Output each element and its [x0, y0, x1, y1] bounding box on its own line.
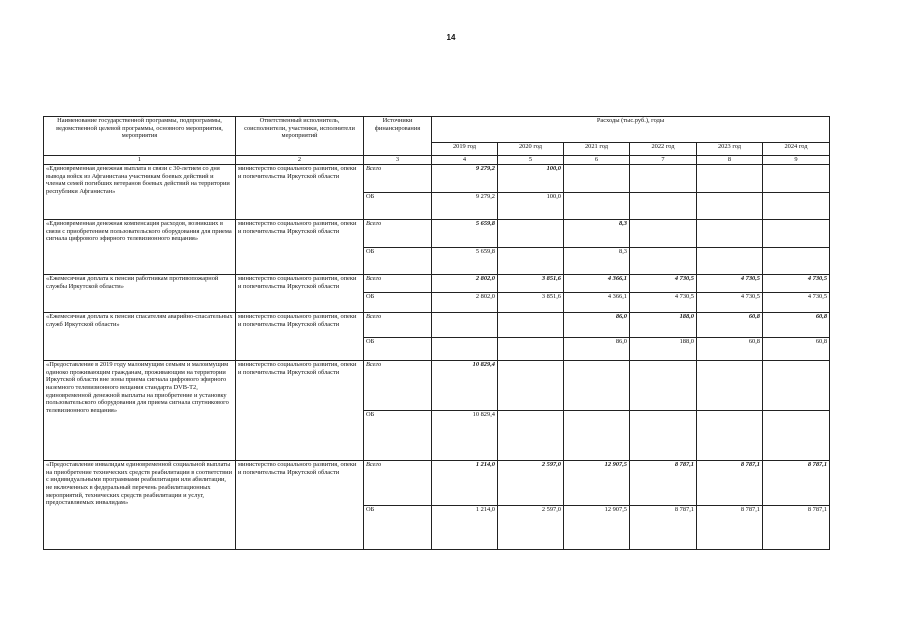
measure-name: «Единовременная денежная выплата в связи с 30-летием со дня вывода войск из Афганистана участникам боевых действий и членам семей погибших ветеранов боевых действий на территории республики Афганистан»	[44, 165, 236, 220]
expense-ob: 4 730,5	[763, 293, 830, 313]
expense-total: 5 659,8	[432, 220, 498, 248]
header-year: 2019 год	[432, 143, 498, 156]
table-body	[44, 165, 830, 550]
expense-ob: 8 787,1	[697, 506, 763, 550]
header-expenses: Расходы (тыс.руб.), годы	[432, 117, 830, 143]
expense-total	[697, 361, 763, 411]
expense-total	[763, 361, 830, 411]
source-total: Всего	[364, 165, 432, 193]
source-ob: ОБ	[364, 193, 432, 220]
expense-ob	[763, 248, 830, 275]
expense-ob	[630, 248, 697, 275]
expense-ob	[432, 338, 498, 361]
executor: министерство социального развития, опеки и попечительства Иркутской области	[236, 361, 364, 461]
expense-ob: 10 829,4	[432, 411, 498, 461]
table-row	[44, 220, 830, 248]
expense-total	[498, 220, 564, 248]
source-total: Всего	[364, 220, 432, 248]
expense-ob: 8,3	[564, 248, 630, 275]
expense-total	[498, 361, 564, 411]
measure-name: «Предоставление в 2019 году малоимущим семьям и малоимущим одиноко проживающим гражданам, проживающим на территории Иркутской области вне зоны приема сигнала цифрового эфирного наземного телевизионного вещания стандарта DVB-T2, единовременной денежной выплаты на приобретение и установку пользовательского оборудования для приема сигнала спутникового телевизионного вещания»	[44, 361, 236, 461]
expense-total	[498, 313, 564, 338]
expense-ob: 3 851,6	[498, 293, 564, 313]
measure-name: «Ежемесячная доплата к пенсии работникам противопожарной службы Иркутской области»	[44, 275, 236, 313]
expense-ob	[697, 248, 763, 275]
expense-total: 4 730,5	[630, 275, 697, 293]
executor: министерство социального развития, опеки и попечительства Иркутской области	[236, 313, 364, 361]
expense-total	[763, 165, 830, 193]
table-row	[44, 165, 830, 193]
source-ob: ОБ	[364, 506, 432, 550]
budget-table	[43, 116, 830, 550]
expense-total: 60,8	[763, 313, 830, 338]
source-ob: ОБ	[364, 293, 432, 313]
table-row	[44, 313, 830, 338]
expense-ob: 4 366,1	[564, 293, 630, 313]
expense-ob: 60,8	[763, 338, 830, 361]
header-executor: Ответственный исполнитель, соисполнители, участники, исполнители мероприятий	[236, 117, 364, 156]
expense-ob	[564, 193, 630, 220]
column-number: 9	[763, 156, 830, 165]
expense-total: 8 787,1	[697, 461, 763, 506]
expense-total	[697, 220, 763, 248]
measure-name: «Единовременная денежная компенсация расходов, возникших в связи с приобретением пользовательского оборудования для приема сигнала цифрового эфирного телевизионного вещания»	[44, 220, 236, 275]
expense-total: 10 829,4	[432, 361, 498, 411]
expense-ob	[697, 193, 763, 220]
measure-name: «Ежемесячная доплата к пенсии спасателям аварийно-спасательных служб Иркутской области»	[44, 313, 236, 361]
column-number: 6	[564, 156, 630, 165]
executor: министерство социального развития, опеки и попечительства Иркутской области	[236, 220, 364, 275]
source-total: Всего	[364, 275, 432, 293]
column-number: 8	[697, 156, 763, 165]
expense-total: 2 802,0	[432, 275, 498, 293]
expense-total: 12 907,5	[564, 461, 630, 506]
expense-total: 60,8	[697, 313, 763, 338]
expense-total: 4 730,5	[763, 275, 830, 293]
column-number: 5	[498, 156, 564, 165]
expense-ob	[763, 193, 830, 220]
header-source: Источники финансирования	[364, 117, 432, 156]
expense-total: 4 730,5	[697, 275, 763, 293]
column-number: 3	[364, 156, 432, 165]
source-ob: ОБ	[364, 338, 432, 361]
source-total: Всего	[364, 361, 432, 411]
expense-ob: 4 730,5	[630, 293, 697, 313]
table-row	[44, 361, 830, 411]
header-year: 2023 год	[697, 143, 763, 156]
expense-ob: 188,0	[630, 338, 697, 361]
expense-total	[630, 220, 697, 248]
expense-ob	[498, 411, 564, 461]
expense-ob: 2 802,0	[432, 293, 498, 313]
expense-ob: 4 730,5	[697, 293, 763, 313]
expense-total: 1 214,0	[432, 461, 498, 506]
expense-ob	[630, 193, 697, 220]
expense-total	[630, 165, 697, 193]
column-number: 2	[236, 156, 364, 165]
expense-total: 100,0	[498, 165, 564, 193]
expense-total	[697, 165, 763, 193]
executor: министерство социального развития, опеки и попечительства Иркутской области	[236, 275, 364, 313]
column-number: 4	[432, 156, 498, 165]
expense-total: 4 366,1	[564, 275, 630, 293]
page-number: 14	[446, 33, 456, 42]
column-number: 7	[630, 156, 697, 165]
source-ob: ОБ	[364, 248, 432, 275]
expense-ob: 8 787,1	[630, 506, 697, 550]
expense-ob: 5 659,8	[432, 248, 498, 275]
expense-ob: 8 787,1	[763, 506, 830, 550]
source-total: Всего	[364, 313, 432, 338]
expense-ob	[697, 411, 763, 461]
header-year: 2024 год	[763, 143, 830, 156]
expense-total: 2 597,0	[498, 461, 564, 506]
expense-ob	[564, 411, 630, 461]
expense-total: 8 787,1	[630, 461, 697, 506]
expense-ob: 9 279,2	[432, 193, 498, 220]
expense-total	[564, 361, 630, 411]
source-ob: ОБ	[364, 411, 432, 461]
expense-ob	[763, 411, 830, 461]
expense-total	[564, 165, 630, 193]
header-name: Наименование государственной программы, подпрограммы, ведомственной целевой программы, основного мероприятия, мероприятия	[44, 117, 236, 156]
expense-total	[763, 220, 830, 248]
source-total: Всего	[364, 461, 432, 506]
expense-ob: 1 214,0	[432, 506, 498, 550]
expense-total: 188,0	[630, 313, 697, 338]
table-row	[44, 461, 830, 506]
header-year: 2020 год	[498, 143, 564, 156]
expense-total	[432, 313, 498, 338]
expense-ob: 2 597,0	[498, 506, 564, 550]
expense-ob: 60,8	[697, 338, 763, 361]
expense-total: 86,0	[564, 313, 630, 338]
measure-name: «Предоставление инвалидам единовременной социальной выплаты на приобретение технических средств реабилитации в соответствии с индивидуальными программами реабилитации или абилитации, не включенных в федеральный перечень реабилитационных мероприятий, технических средств реабилитации и услуг, предоставляемых инвалидам»	[44, 461, 236, 550]
header-year: 2021 год	[564, 143, 630, 156]
expense-ob: 100,0	[498, 193, 564, 220]
executor: министерство социального развития, опеки и попечительства Иркутской области	[236, 461, 364, 550]
expense-total	[630, 361, 697, 411]
expense-ob	[498, 248, 564, 275]
table-row	[44, 275, 830, 293]
expense-total: 9 279,2	[432, 165, 498, 193]
expense-ob: 86,0	[564, 338, 630, 361]
expense-total: 8 787,1	[763, 461, 830, 506]
expense-ob: 12 907,5	[564, 506, 630, 550]
header-year: 2022 год	[630, 143, 697, 156]
executor: министерство социального развития, опеки и попечительства Иркутской области	[236, 165, 364, 220]
expense-total: 3 851,6	[498, 275, 564, 293]
expense-total: 8,3	[564, 220, 630, 248]
column-number: 1	[44, 156, 236, 165]
expense-ob	[498, 338, 564, 361]
expense-ob	[630, 411, 697, 461]
